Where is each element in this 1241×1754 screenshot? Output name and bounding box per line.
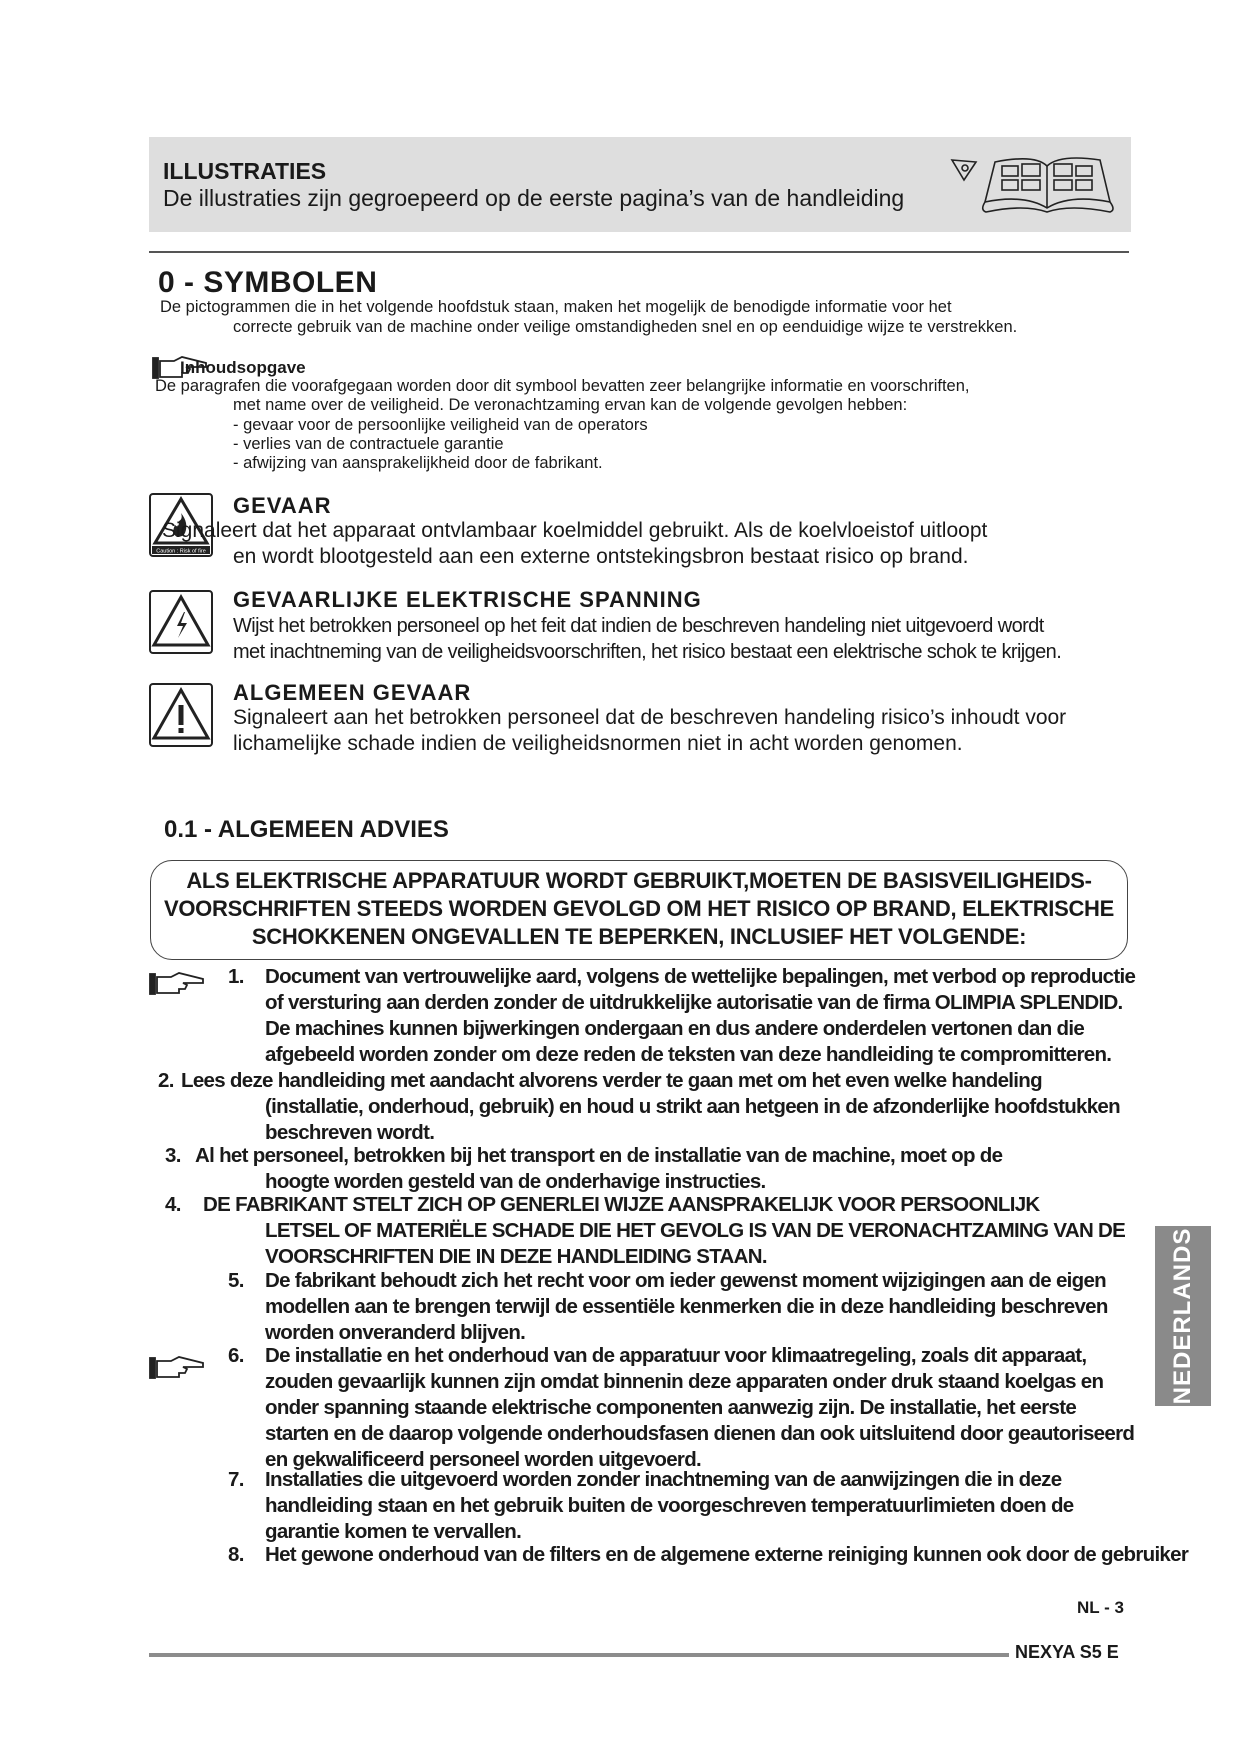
advice-item-text: en gekwalificeerd personeel worden uitgevoerd. [265,1448,702,1471]
divider [149,251,1129,253]
advice-item-text: of versturing aan derden zonder de uitdrukkelijke autorisatie van de firma OLIMPIA SPLENDID. [265,991,1123,1014]
advice-item-number: 8. [228,1543,244,1566]
language-tab-label: NEDERLANDS [1169,1227,1196,1405]
fire-hazard-caption: Caution : Risk of fire [156,548,206,555]
open-book-icon [950,150,1125,216]
advice-item-text: hoogte worden gesteld van de onderhavige instructies. [265,1170,766,1193]
advice-item-text: garantie komen te vervallen. [265,1520,522,1543]
model-name: NEXYA S5 E [1015,1642,1119,1662]
general-danger-line-2: lichamelijke schade indien de veiligheidsnormen niet in acht worden genomen. [233,732,963,755]
general-danger-title: ALGEMEEN GEVAAR [233,680,472,705]
advice-item-text: onder spanning staande elektrische componenten aanwezig zijn. De installatie, het eerste [265,1396,1077,1419]
safety-warning-line: VOORSCHRIFTEN STEEDS WORDEN GEVOLGD OM HET RISICO OP BRAND, ELEKTRISCHE [163,896,1115,921]
electric-hazard-line-2: met inachtneming van de veiligheidsvoorschriften, het risico bestaat een elektrische schok te krijgen. [233,641,1062,663]
contents-title: Inhoudsopgave [180,358,306,377]
safety-warning-line: ALS ELEKTRISCHE APPARATUUR WORDT GEBRUIKT,MOETEN DE BASISVEILIGHEIDS- [186,868,1092,893]
advice-item-text: De machines kunnen bijwerkingen ondergaan en dus andere onderdelen vertonen dan die [265,1017,1085,1040]
illustrations-text: De illustraties zijn gegroepeerd op de eerste pagina’s van de handleiding [163,185,905,211]
advice-item-text: Installaties die uitgevoerd worden zonder inachtneming van de aanwijzingen die in deze [265,1468,1062,1491]
advice-item-number: 4. [165,1193,181,1216]
danger-text-line-1: Signaleert dat het apparaat ontvlambaar koelmiddel gebruikt. Als de koelvloeistof uitloopt [162,519,988,542]
section-0-intro-line-1: De pictogrammen die in het volgende hoofdstuk staan, maken het mogelijk de benodigde informatie voor het [160,298,952,316]
advice-item-number: 1. [228,965,244,988]
advice-item-number: 2. [158,1069,174,1092]
contents-line-2: met name over de veiligheid. De veronachtzaming ervan kan de volgende gevolgen hebben: [233,396,908,414]
footer-divider [149,1653,1009,1657]
advice-item-text: VOORSCHRIFTEN DIE IN DEZE HANDLEIDING STAAN. [265,1245,767,1268]
pointing-hand-icon [149,1355,207,1381]
advice-item-text: starten en de daarop volgende onderhoudsfasen dienen dan ook uitsluitend door geautoriseerd [265,1422,1135,1445]
advice-item-text: beschreven wordt. [265,1121,435,1144]
pointing-hand-icon [149,971,207,997]
contents-line-1: De paragrafen die voorafgegaan worden door dit symbool bevatten zeer belangrijke informatie en voorschriften, [155,377,970,395]
general-danger-line-1: Signaleert aan het betrokken personeel dat de beschreven handeling risico’s inhoudt voor [233,706,1067,729]
page-number: NL - 3 [1077,1598,1124,1617]
consequence-bullet: - afwijzing van aansprakelijkheid door de fabrikant. [233,454,603,472]
advice-item-number: 7. [228,1468,244,1491]
advice-item-number: 6. [228,1344,244,1367]
advice-item-text: zouden gevaarlijk kunnen zijn omdat binnenin deze apparaten onder druk staand koelgas en [265,1370,1104,1393]
general-danger-icon [149,683,213,747]
advice-item-text: handleiding staan en het gebruik buiten de voorgeschreven temperatuurlimieten doen de [265,1494,1074,1517]
section-0-1-title: 0.1 - ALGEMEEN ADVIES [164,816,449,843]
danger-title: GEVAAR [233,493,332,518]
consequence-bullet: - gevaar voor de persoonlijke veiligheid van de operators [233,416,648,434]
advice-item-text: De installatie en het onderhoud van de apparatuur voor klimaatregeling, zoals dit apparaat, [265,1344,1087,1367]
advice-item-text: Document van vertrouwelijke aard, volgens de wettelijke bepalingen, met verbod op reproductie [265,965,1136,988]
advice-item-text: Al het personeel, betrokken bij het transport en de installatie van de machine, moet op de [195,1144,1003,1167]
advice-item-text: Lees deze handleiding met aandacht alvorens verder te gaan met om het even welke handeling [181,1069,1042,1092]
section-0-title: 0 - SYMBOLEN [158,266,378,299]
language-tab [1155,1226,1211,1406]
consequence-bullet: - verlies van de contractuele garantie [233,435,504,453]
advice-item-text: DE FABRIKANT STELT ZICH OP GENERLEI WIJZE AANSPRAKELIJK VOOR PERSOONLIJK [203,1193,1040,1216]
electric-hazard-title: GEVAARLIJKE ELEKTRISCHE SPANNING [233,587,702,612]
section-0-intro-line-2: correcte gebruik van de machine onder veilige omstandigheden snel en op eenduidige wijze te verstrekken. [233,318,1018,336]
advice-item-text: LETSEL OF MATERIËLE SCHADE DIE HET GEVOLG IS VAN DE VERONACHTZAMING VAN DE [265,1219,1126,1242]
advice-item-number: 5. [228,1269,244,1292]
danger-text-line-2: en wordt blootgesteld aan een externe ontstekingsbron bestaat risico op brand. [233,545,969,568]
advice-item-text: Het gewone onderhoud van de filters en de algemene externe reiniging kunnen ook door de gebruiker [265,1543,1189,1566]
advice-item-text: worden onveranderd blijven. [265,1321,526,1344]
advice-item-text: modellen aan te brengen terwijl de essentiële kenmerken die in deze handleiding beschreven [265,1295,1108,1318]
advice-item-number: 3. [165,1144,181,1167]
advice-item-text: De fabrikant behoudt zich het recht voor om ieder gewenst moment wijzigingen aan de eigen [265,1269,1106,1292]
electric-hazard-line-1: Wijst het betrokken personeel op het feit dat indien de beschreven handeling niet uitgevoerd wordt [233,615,1044,637]
electric-hazard-icon [149,590,213,654]
advice-item-text: afgebeeld worden zonder om deze reden de teksten van deze handleiding te compromitteren. [265,1043,1112,1066]
illustrations-title: ILLUSTRATIES [163,158,327,184]
safety-warning-line: SCHOKKENEN ONGEVALLEN TE BEPERKEN, INCLUSIEF HET VOLGENDE: [251,924,1027,949]
advice-item-text: (installatie, onderhoud, gebruik) en houd u strikt aan hetgeen in de afzonderlijke hoofdstukken [265,1095,1120,1118]
